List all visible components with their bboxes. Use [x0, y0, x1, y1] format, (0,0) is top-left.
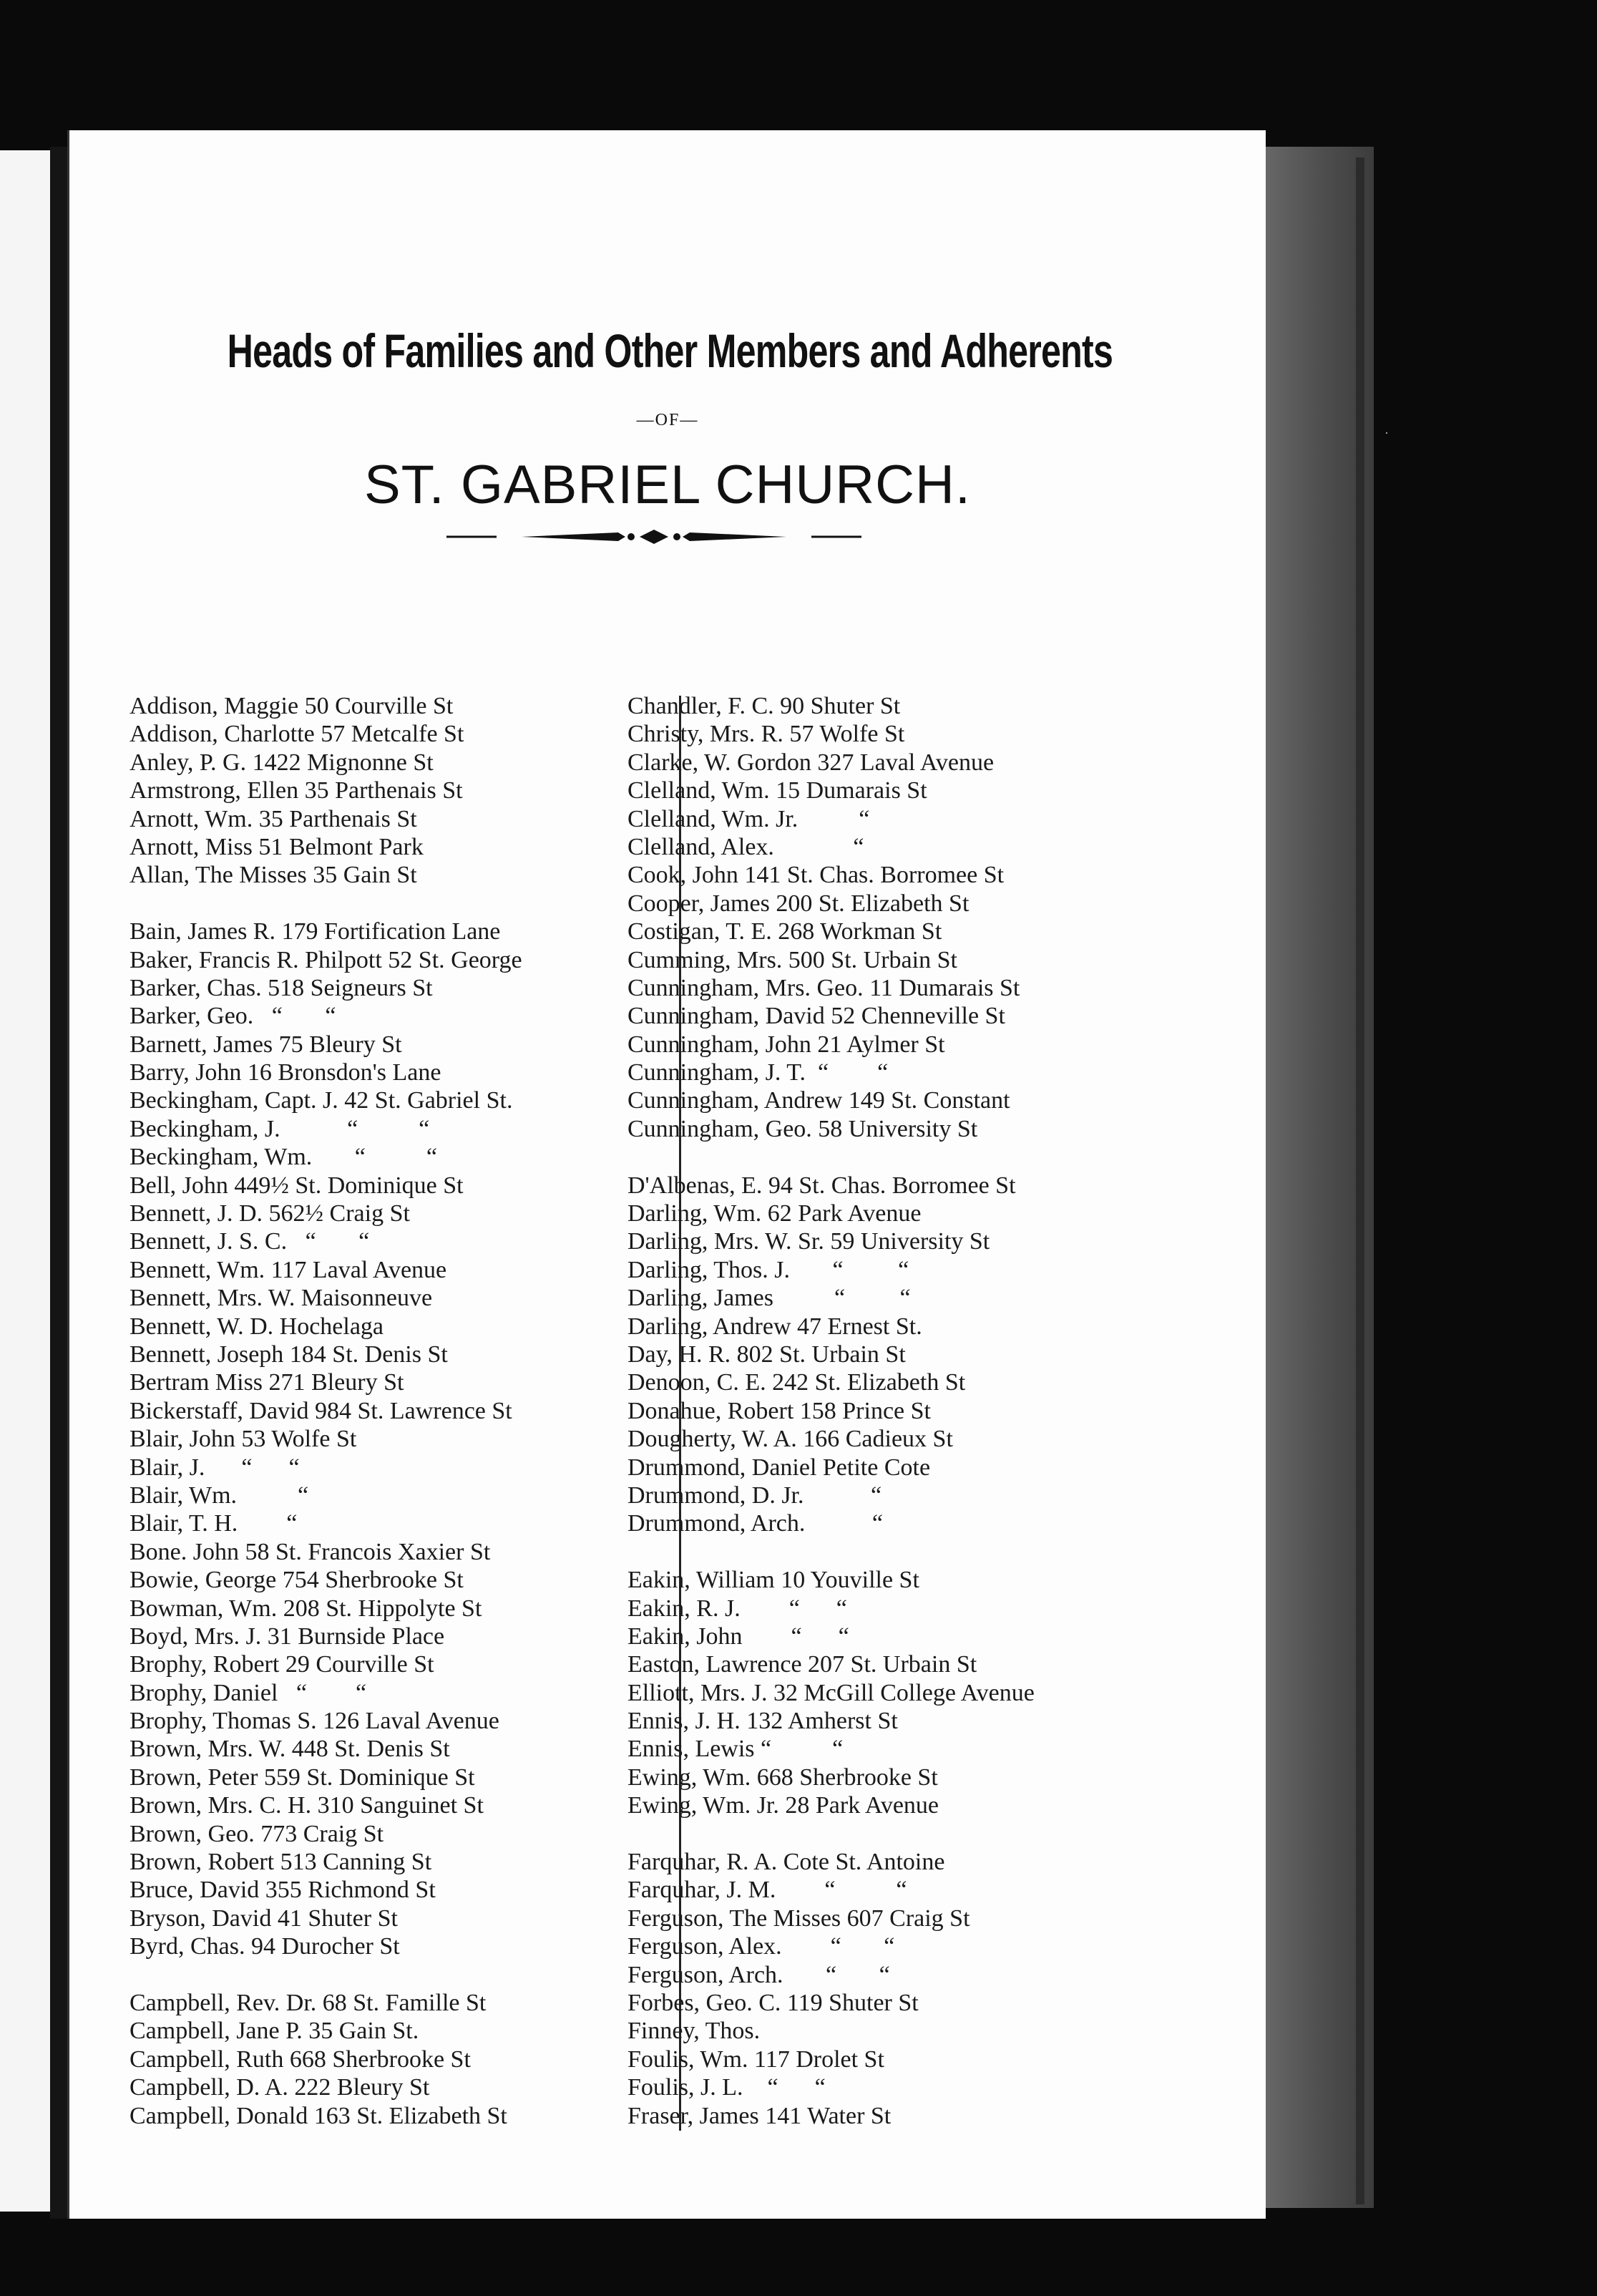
directory-entry: Brown, Robert 513 Canning St — [130, 1849, 432, 1876]
directory-entry: Fraser, James 141 Water St — [627, 2102, 892, 2129]
directory-entry: Ferguson, Alex. “ “ — [627, 1933, 895, 1960]
directory-entry: Arnott, Miss 51 Belmont Park — [130, 833, 424, 860]
section-gap — [627, 1538, 1257, 1566]
directory-entry: Cunningham, Andrew 149 St. Constant — [627, 1087, 1010, 1114]
directory-entry: Bowman, Wm. 208 St. Hippolyte St — [130, 1595, 482, 1622]
directory-entry: Cunningham, Mrs. Geo. 11 Dumarais St — [627, 974, 1020, 1001]
directory-entry: Bennett, Joseph 184 St. Denis St — [130, 1341, 448, 1368]
directory-entry: Baker, Francis R. Philpott 52 St. George — [130, 946, 522, 973]
directory-entry: Ewing, Wm. Jr. 28 Park Avenue — [627, 1792, 939, 1819]
directory-entry: Bickerstaff, David 984 St. Lawrence St — [130, 1397, 512, 1424]
directory-entry: Clelland, Wm. 15 Dumarais St — [627, 777, 927, 804]
directory-entry: Brophy, Thomas S. 126 Laval Avenue — [130, 1708, 499, 1735]
directory-entry: Brown, Mrs. C. H. 310 Sanguinet St — [130, 1792, 484, 1819]
directory-entry: Eakin, William 10 Youville St — [627, 1567, 919, 1594]
directory-entry: Cook, John 141 St. Chas. Borromee St — [627, 862, 1005, 889]
directory-entry: Clelland, Wm. Jr. “ — [627, 805, 870, 832]
directory-entry: Beckingham, Capt. J. 42 St. Gabriel St. — [130, 1087, 513, 1114]
directory-entry: Bennett, Wm. 117 Laval Avenue — [130, 1256, 447, 1283]
directory-entry: Bennett, W. D. Hochelaga — [130, 1313, 384, 1340]
directory-entry: Blair, J. “ “ — [130, 1454, 300, 1481]
ornament-divider — [446, 522, 861, 551]
directory-entry: Brophy, Robert 29 Courville St — [130, 1651, 434, 1678]
directory-entry: Barker, Geo. “ “ — [130, 1003, 336, 1030]
directory-entry: Beckingham, Wm. “ “ — [130, 1144, 437, 1171]
directory-entry: Dougherty, W. A. 166 Cadieux St — [627, 1426, 953, 1453]
directory-entry: Brown, Mrs. W. 448 St. Denis St — [130, 1736, 450, 1763]
title-connector: —OF— — [636, 411, 699, 429]
directory-entry: Campbell, D. A. 222 Bleury St — [130, 2074, 430, 2101]
directory-entry: Foulis, J. L. “ “ — [627, 2074, 826, 2101]
directory-entry: Blair, John 53 Wolfe St — [130, 1426, 357, 1453]
directory-entry: Drummond, Daniel Petite Cote — [627, 1454, 931, 1481]
directory-entry: Darling, James “ “ — [627, 1285, 911, 1312]
directory-entry: Chandler, F. C. 90 Shuter St — [627, 693, 901, 719]
directory-entry: Bain, James R. 179 Fortification Lane — [130, 918, 501, 945]
directory-entry: Donahue, Robert 158 Prince St — [627, 1397, 931, 1424]
directory-entry: Foulis, Wm. 117 Drolet St — [627, 2046, 884, 2073]
directory-entry: Boyd, Mrs. J. 31 Burnside Place — [130, 1623, 445, 1650]
directory-entry: Cunningham, J. T. “ “ — [627, 1059, 889, 1086]
directory-entry: Blair, Wm. “ — [130, 1482, 309, 1509]
section-gap — [627, 1820, 1257, 1848]
directory-entry: Blair, T. H. “ — [130, 1510, 298, 1537]
section-gap — [130, 890, 673, 918]
section-gap — [627, 1143, 1257, 1171]
directory-entry: Farquhar, R. A. Cote St. Antoine — [627, 1849, 945, 1876]
directory-entry: Clelland, Alex. “ — [627, 833, 864, 860]
right-column-list — [627, 692, 1257, 2130]
directory-entry: Eakin, R. J. “ “ — [627, 1595, 847, 1622]
book-spine — [50, 147, 67, 2219]
directory-entry: Addison, Maggie 50 Courville St — [130, 693, 454, 719]
directory-entry: Denoon, C. E. 242 St. Elizabeth St — [627, 1369, 966, 1396]
directory-entry: Drummond, Arch. “ — [627, 1510, 883, 1537]
directory-entry: Ennis, Lewis “ “ — [627, 1736, 844, 1763]
directory-entry: Farquhar, J. M. “ “ — [627, 1877, 907, 1904]
directory-entry: Ferguson, The Misses 607 Craig St — [627, 1905, 970, 1932]
directory-entry: Eakin, John “ “ — [627, 1623, 849, 1650]
left-column-list — [130, 692, 673, 2130]
directory-entry: Allan, The Misses 35 Gain St — [130, 862, 417, 889]
directory-entry: Darling, Wm. 62 Park Avenue — [627, 1200, 922, 1227]
directory-entry: Ferguson, Arch. “ “ — [627, 1961, 890, 1988]
directory-entry: Barry, John 16 Bronsdon's Lane — [130, 1059, 441, 1086]
church-name: ST. GABRIEL CHURCH. — [363, 454, 972, 515]
directory-entry: Darling, Andrew 47 Ernest St. — [627, 1313, 922, 1340]
directory-entry: Bertram Miss 271 Bleury St — [130, 1369, 404, 1396]
directory-entry: Bennett, Mrs. W. Maisonneuve — [130, 1285, 433, 1312]
directory-entry: Campbell, Ruth 668 Sherbrooke St — [130, 2046, 471, 2073]
directory-entry: Brown, Peter 559 St. Dominique St — [130, 1764, 475, 1791]
directory-entry: Arnott, Wm. 35 Parthenais St — [130, 805, 417, 832]
directory-entry: Barnett, James 75 Bleury St — [130, 1031, 402, 1058]
directory-entry: Cunningham, John 21 Aylmer St — [627, 1031, 945, 1058]
directory-entry: Campbell, Rev. Dr. 68 St. Famille St — [130, 1989, 487, 2016]
directory-entry: Forbes, Geo. C. 119 Shuter St — [627, 1989, 919, 2016]
directory-entry: Brophy, Daniel “ “ — [130, 1679, 367, 1706]
directory-entry: Bryson, David 41 Shuter St — [130, 1905, 398, 1932]
directory-entry: Campbell, Donald 163 St. Elizabeth St — [130, 2102, 507, 2129]
directory-entry: Cumming, Mrs. 500 St. Urbain St — [627, 946, 957, 973]
document-page — [67, 130, 1266, 2219]
directory-entry: Costigan, T. E. 268 Workman St — [627, 918, 942, 945]
scan-speck: · — [1384, 426, 1389, 440]
directory-entry: Bowie, George 754 Sherbrooke St — [130, 1567, 464, 1594]
directory-entry: Christy, Mrs. R. 57 Wolfe St — [627, 721, 905, 748]
directory-entry: Bennett, J. D. 562½ Craig St — [130, 1200, 410, 1227]
directory-entry: Byrd, Chas. 94 Durocher St — [130, 1933, 400, 1960]
directory-entry: D'Albenas, E. 94 St. Chas. Borromee St — [627, 1172, 1016, 1199]
directory-entry: Easton, Lawrence 207 St. Urbain St — [627, 1651, 977, 1678]
directory-entry: Darling, Thos. J. “ “ — [627, 1256, 909, 1283]
directory-entry: Bell, John 449½ St. Dominique St — [130, 1172, 464, 1199]
directory-entry: Cooper, James 200 St. Elizabeth St — [627, 890, 970, 917]
directory-entry: Beckingham, J. “ “ — [130, 1115, 430, 1142]
section-gap — [130, 1961, 673, 1989]
directory-entry: Ewing, Wm. 668 Sherbrooke St — [627, 1764, 938, 1791]
page-title: Heads of Families and Other Members and Adherents — [227, 324, 1113, 377]
directory-entry: Bruce, David 355 Richmond St — [130, 1877, 436, 1904]
directory-entry: Cunningham, David 52 Chenneville St — [627, 1003, 1005, 1030]
facing-page-edge — [0, 150, 53, 2212]
cover-shadow — [1356, 157, 1364, 2204]
directory-entry: Day, H. R. 802 St. Urbain St — [627, 1341, 906, 1368]
directory-entry: Darling, Mrs. W. Sr. 59 University St — [627, 1228, 990, 1255]
directory-entry: Barker, Chas. 518 Seigneurs St — [130, 974, 433, 1001]
directory-entry: Armstrong, Ellen 35 Parthenais St — [130, 777, 463, 804]
directory-entry: Bennett, J. S. C. “ “ — [130, 1228, 370, 1255]
directory-entry: Campbell, Jane P. 35 Gain St. — [130, 2018, 419, 2045]
directory-entry: Cunningham, Geo. 58 University St — [627, 1115, 978, 1142]
directory-entry: Elliott, Mrs. J. 32 McGill College Avenue — [627, 1679, 1035, 1706]
directory-entry: Ennis, J. H. 132 Amherst St — [627, 1708, 898, 1735]
directory-entry: Brown, Geo. 773 Craig St — [130, 1820, 384, 1847]
directory-entry: Finney, Thos. — [627, 2018, 761, 2045]
directory-entry: Drummond, D. Jr. “ — [627, 1482, 882, 1509]
directory-entry: Clarke, W. Gordon 327 Laval Avenue — [627, 749, 995, 776]
directory-entry: Anley, P. G. 1422 Mignonne St — [130, 749, 434, 776]
directory-entry: Bone. John 58 St. Francois Xaxier St — [130, 1538, 491, 1565]
directory-entry: Addison, Charlotte 57 Metcalfe St — [130, 721, 464, 748]
